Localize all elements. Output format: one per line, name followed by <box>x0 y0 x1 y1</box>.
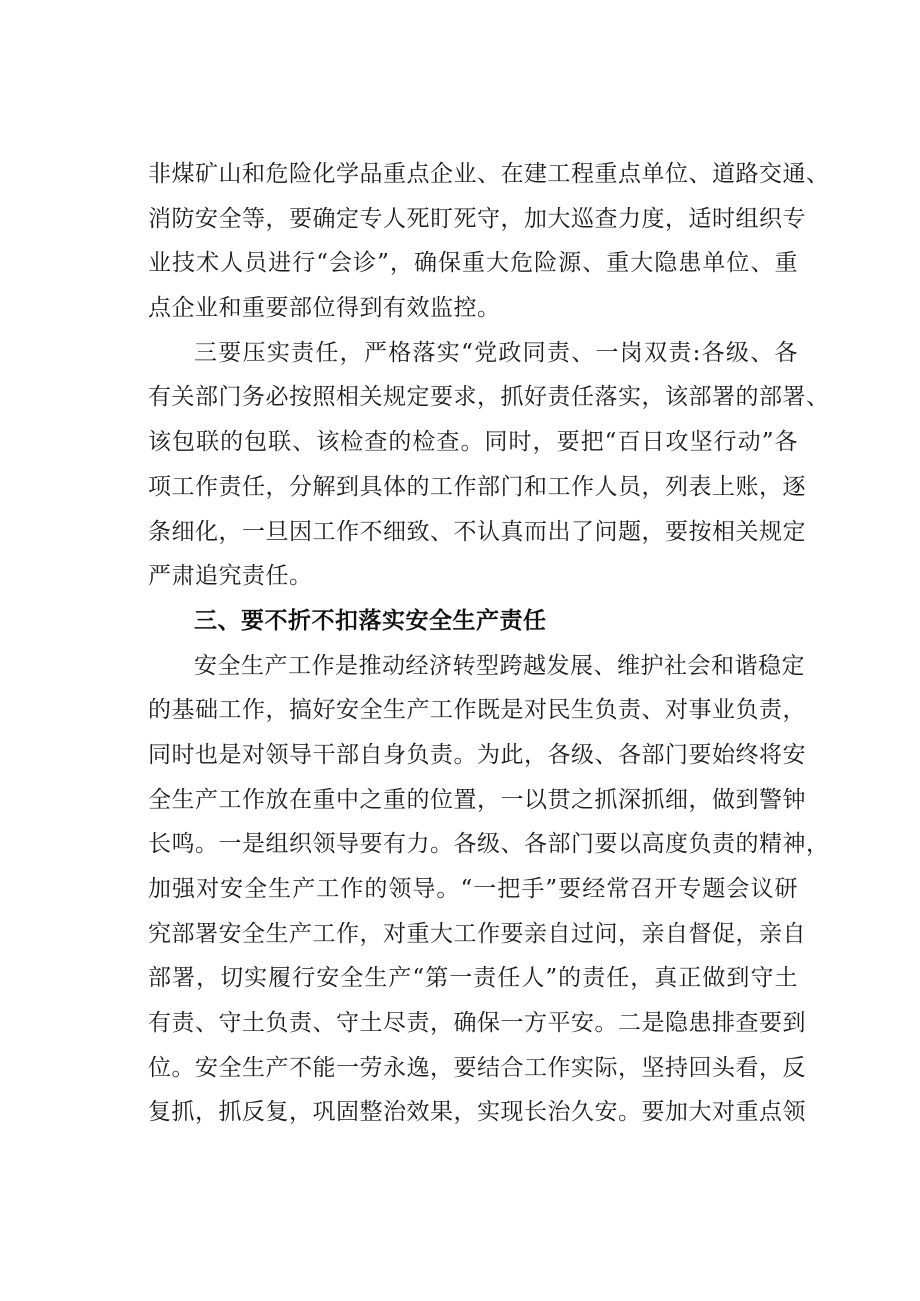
text-line: 消防安全等，要确定专人死盯死守，加大巡查力度，适时组织专 <box>148 205 806 232</box>
text-line: 点企业和重要部位得到有效监控。 <box>148 295 501 322</box>
text-line: 项工作责任，分解到具体的工作部门和工作人员，列表上账，逐 <box>148 473 806 500</box>
text-line: 有关部门务必按照相关规定要求，抓好责任落实，该部署的部署、 <box>148 384 830 411</box>
text-line: 有责、守土负责、守土尽责，确保一方平安。二是隐患排查要到 <box>148 1010 806 1037</box>
paragraph-monitoring <box>148 152 830 331</box>
text-line: 非煤矿山和危险化学品重点企业、在建工程重点单位、道路交通、 <box>148 161 830 187</box>
text-line: 条细化，一旦因工作不细致、不认真而出了问题，要按相关规定 <box>148 518 806 545</box>
text-line: 业技术人员进行“会诊”，确保重大危险源、重大隐患单位、重 <box>148 250 798 277</box>
text-line: 究部署安全生产工作，对重大工作要亲自过问，亲自督促，亲自 <box>148 920 806 947</box>
text-line: 该包联的包联、该检查的检查。同时，要把“百日攻坚行动”各 <box>148 429 798 456</box>
text-line: 严肃追究责任。 <box>148 563 313 590</box>
section-heading: 三、要不折不扣落实安全生产责任 <box>194 607 547 634</box>
text-line: 长鸣。一是组织领导要有力。各级、各部门要以高度负责的精神， <box>148 831 830 858</box>
text-line: 部署，切实履行安全生产“第一责任人”的责任，真正做到守土 <box>148 965 798 992</box>
text-line: 同时也是对领导干部自身负责。为此，各级、各部门要始终将安 <box>148 741 806 768</box>
text-line: 全生产工作放在重中之重的位置，一以贯之抓深抓细，做到警钟 <box>148 786 806 813</box>
text-line: 加强对安全生产工作的领导。“一把手”要经常召开专题会议研 <box>148 876 798 902</box>
text-line: 复抓，抓反复，巩固整治效果，实现长治久安。要加大对重点领 <box>148 1099 806 1126</box>
paragraph-responsibility <box>148 331 830 599</box>
paragraph-safety-production <box>148 644 830 1136</box>
text-line: 安全生产工作是推动经济转型跨越发展、维护社会和谐稳定 <box>194 652 805 679</box>
document-body <box>148 152 830 1135</box>
text-line: 的基础工作，搞好安全生产工作既是对民生负责、对事业负责， <box>148 697 806 724</box>
text-line: 三要压实责任，严格落实“党政同责、一岗双责:各级、各 <box>194 339 798 366</box>
text-line: 位。安全生产不能一劳永逸，要结合工作实际，坚持回头看，反 <box>148 1054 806 1081</box>
